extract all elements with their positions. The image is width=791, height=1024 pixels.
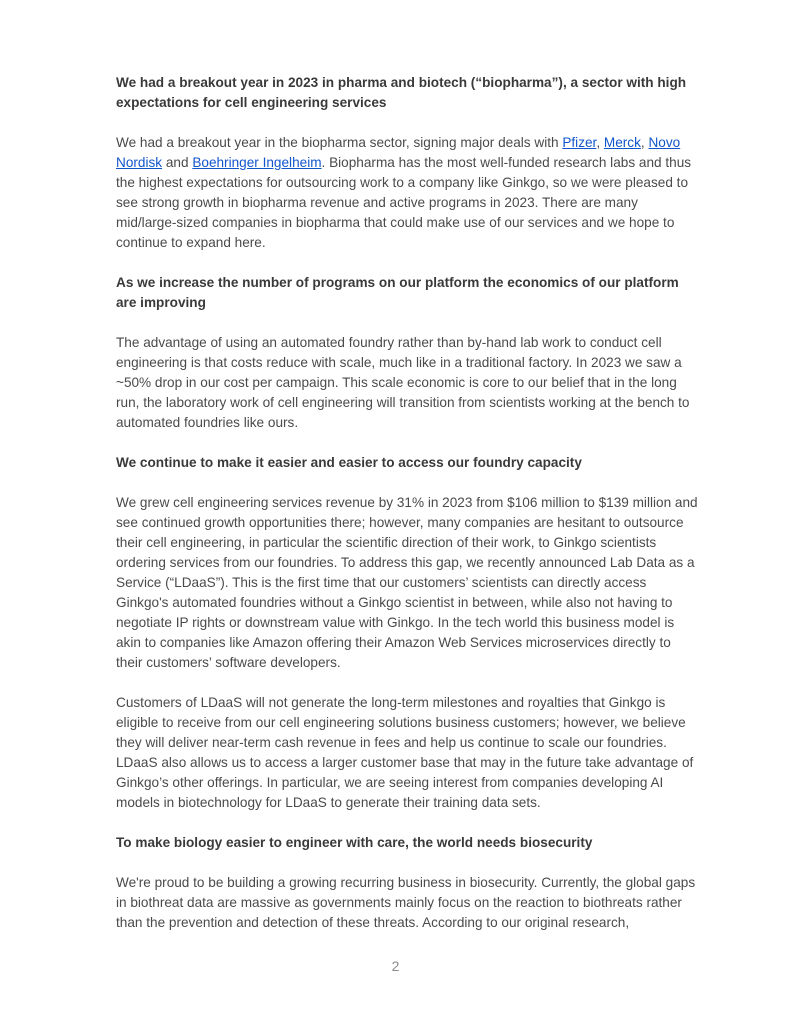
section-heading-foundry-access: We continue to make it easier and easier to access our foundry capacity <box>116 455 582 470</box>
link-novo-nordisk[interactable]: Novo Nordisk <box>116 135 681 170</box>
document-page <box>116 73 700 933</box>
link-boehringer-ingelheim[interactable]: Boehringer Ingelheim <box>192 155 322 170</box>
link-pfizer[interactable]: Pfizer <box>562 135 597 150</box>
section-heading-biosecurity: To make biology easier to engineer with care, the world needs biosecurity <box>116 835 593 850</box>
paragraph-biopharma: We had a breakout year in the biopharma sector, signing major deals with Pfizer, Merck, Novo Nordisk and Boehringer Ingelheim. Biopharma has the most well-funded research labs and thus the highest expectations for outsourcing work to a company like Ginkgo, so we were pleased to see strong growth in biopharma revenue and active programs in 2023. There are many mid/large-sized companies in biopharma that could make use of our services and we hope to continue to expand here. <box>116 135 692 250</box>
section-heading-economics: As we increase the number of programs on our platform the economics of our platform are improving <box>116 275 679 310</box>
paragraph-foundry-access: We grew cell engineering services revenue by 31% in 2023 from $106 million to $139 million and see continued growth opportunities there; however, many companies are hesitant to outsource their cell engineering, in particular the scientific direction of their work, to Ginkgo scientists ordering services from our foundries. To address this gap, we recently announced Lab Data as a Service (“LDaaS”). This is the first time that our customers’ scientists can directly access Ginkgo's automated foundries without a Ginkgo scientist in between, while also not having to negotiate IP rights or downstream value with Ginkgo. In the tech world this business model is akin to companies like Amazon offering their Amazon Web Services microservices directly to their customers’ software developers. <box>116 495 698 670</box>
page-number: 2 <box>391 958 400 974</box>
section-heading-biopharma: We had a breakout year in 2023 in pharma and biotech (“biopharma”), a sector with high expectations for cell engineering services <box>116 75 687 110</box>
link-merck[interactable]: Merck <box>603 135 641 150</box>
paragraph-ldaas: Customers of LDaaS will not generate the long-term milestones and royalties that Ginkgo is eligible to receive from our cell engineering solutions business customers; however, we believe they will deliver near-term cash revenue in fees and help us continue to scale our foundries. LDaaS also allows us to access a larger customer base that may in the future take advantage of Ginkgo’s other offerings. In particular, we are seeing interest from companies developing AI models in biotechnology for LDaaS to generate their training data sets. <box>116 695 694 810</box>
paragraph-biosecurity: We're proud to be building a growing recurring business in biosecurity. Currently, the global gaps in biothreat data are massive as governments mainly focus on the reaction to biothreats rather than the prevention and detection of these threats. According to our original research, <box>116 875 696 930</box>
paragraph-economics: The advantage of using an automated foundry rather than by-hand lab work to conduct cell engineering is that costs reduce with scale, much like in a traditional factory. In 2023 we saw a ~50% drop in our cost per campaign. This scale economic is core to our belief that in the long run, the laboratory work of cell engineering will transition from scientists working at the bench to automated foundries like ours. <box>116 335 690 430</box>
